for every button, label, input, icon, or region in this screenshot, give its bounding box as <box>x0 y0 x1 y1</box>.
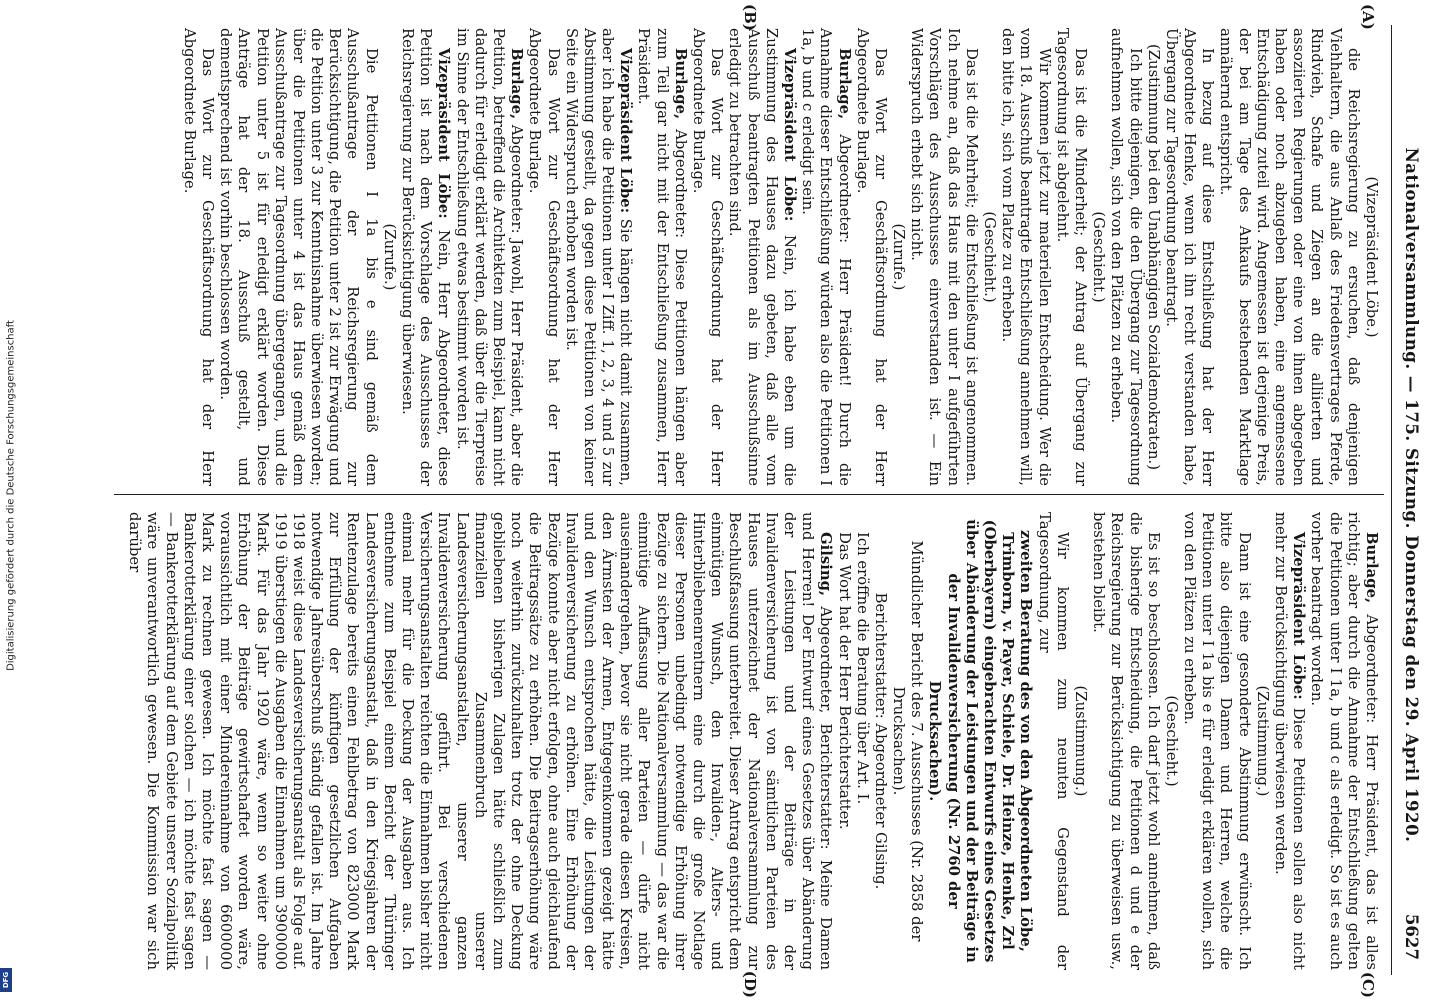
speech-text: Abgeordneter: Diese Petitionen hängen aber zum Teil gar nicht mit der Entschließung zusammen, Herr Präsident. <box>635 28 689 486</box>
speech-text: Abgeordneter: Herr Präsident, das ist alles richtig; aber durch die Annahme der Entschließung gelten die Petitionen unter I 1a, b und c als erledigt. So ist es auch vorher beantragt worden. <box>1308 512 1380 970</box>
scanned-page-area <box>90 0 1430 1000</box>
right-text-column <box>125 512 1380 970</box>
margin-marker-b: (B) <box>741 4 759 31</box>
speaker-name: Burlage, <box>1363 532 1380 604</box>
dfg-logo <box>0 968 12 992</box>
stage-direction: Berichterstatter: Abgeordneter Gilsing. <box>871 592 889 890</box>
left-text-column <box>180 28 1380 486</box>
rotated-newspaper-sheet <box>90 0 1430 1000</box>
speaker-continuation: (Vizepräsident Löbe.) <box>1363 176 1380 338</box>
header-rule <box>1391 25 1392 975</box>
text-paragraph: Das Wort zur Geschäftsordnung hat der Herr Abgeordnete Burlage. <box>853 28 889 486</box>
digitization-footer <box>1 0 17 1000</box>
speaker-name: Vizepräsident Löbe: <box>435 48 453 219</box>
text-paragraph: Das ist die Mehrheit; die Entschließung ist angenommen. Ich nehme an, daß das Haus mit den unter I aufgeführten Vorschlägen des Ausschusses einverstanden ist. — Ein Widerspruch erhebt sich nicht. <box>908 28 980 486</box>
speaker-name: Burlage, <box>835 48 853 120</box>
stage-direction: (Zurufe.) <box>890 223 908 291</box>
margin-marker-c: (C) <box>1359 971 1377 998</box>
speech-paragraph <box>452 28 525 486</box>
speech-paragraph <box>1307 512 1380 970</box>
speech-paragraph <box>398 28 453 486</box>
stage-direction: (Geschieht.) <box>1162 695 1180 787</box>
speech-paragraph <box>1271 512 1307 970</box>
header-title: Nationalversammlung. — 175. Sitzung. Donnerstag den 29. April 1920. <box>1402 147 1422 843</box>
speech-text: Abgeordneter, Berichterstatter: Meine Damen und Herren! Der Entwurf eines Gesetzes über Abänderung der Leistungen und der Beiträge in der Invalidenversicherung ist von sämtlichen Parteien des Hauses unterzeichnet der Nationalversammlung zur Beschlußfassung unterbreitet. Dieser Antrag entspricht dem einmütigen Wunsch, den Invaliden-, Alters- und Hinterbliebenenrentnern eine durch die große Notlage dieser Personen unbedingt notwendige Erhöhung ihrer Bezüge zu sichern. Die Nationalversammlung — das war die einmütige Auffassung aller Parteien — dürfe nicht auseinandergehen, bevor sie nicht gerade diesen Kreisen, den Ärmsten der Armen, Entgegenkommen gezeigt hätte und den Wunsch entsprochen hätte, die Leistungen der Invalidenversicherung zu erhöhen. Eine Erhöhung der Bezüge konnte aber nicht erfolgen, ohne auch gleichlaufend die Beitragssätze zu erhöhen. Die Beitragserhöhung wäre noch weiterhin zurückzuhalten trotz der ohne Deckung gebliebenen bisherigen Zulagen hätte schließlich zum finanziellen Zusammenbruch unserer Landesversicherungsanstalten, unserer ganzen Invalidenversicherung geführt. Bei verschiedenen Versicherungsanstalten reichten die Einnahmen bisher nicht einmal mehr für die Deckung der Ausgaben aus. Ich entnehme zum Beispiel einem Bericht der Thüringer Landesversicherungsanstalt, daß in den Kriegsjahren der Rentenzulage bereits einen Fehlbetrag von 823000 Mark zur Erfüllung der künftigen gesetzlichen Aufgaben notwendige Jahresüberschuß ständig gefallen ist. Im Jahre 1918 weist diese Landesversicherungsanstalt als Folge auf. 1919 überstiegen die Ausgaben die Einnahmen um 3900000 Mark. Für das Jahr 1920 wäre, wenn so weiter ohne Erhöhung der Beiträge gewirtschaftet worden wäre, voraussichtlich mit einer Mindereinnahme von 6600000 Mark zu rechnen gewesen. Ich möchte fast sagen — Bankerotterklärung einer solchen — ich möchte fast sagen — Bankerotterklärung auf dem Gebiete unserer Sozialpolitik wäre unverantwortlich gewesen. Die Kommission war sich darüber <box>126 512 835 970</box>
page-header <box>1392 30 1422 960</box>
speech-paragraph <box>125 512 834 970</box>
speech-paragraph <box>725 28 798 486</box>
speech-text: Abgeordneter: Jawohl, Herr Präsident, aber die Petition, betreffend die Architekten zum Beispiel, kann nicht dadurch für erledigt erklärt werden, daß über die Tierpreise im Sinne der Entschließung etwas bestimmt worden ist. <box>453 28 526 486</box>
text-paragraph: Das Wort hat der Herr Berichterstatter. <box>835 532 853 830</box>
stage-direction: (Zurufe.) <box>380 223 398 291</box>
speech-paragraph <box>562 28 635 486</box>
text-paragraph: Das ist die Minderheit; der Antrag auf Übergang zur Tagesordnung ist abgelehnt. <box>1053 28 1089 486</box>
margin-marker-d: (D) <box>741 970 759 998</box>
margin-marker-a: (A) <box>1359 4 1377 30</box>
text-paragraph: Das Wort zur Geschäftsordnung hat der Herr Abgeordnete Burlage. <box>180 28 216 486</box>
dfg-logo-text: DFG <box>2 971 10 989</box>
text-paragraph: Es ist so beschlossen. Ich darf jetzt wohl annehmen, daß die bisherige Entscheidung, die Petitionen d und e der Reichsregierung zur Berücksichtigung zu überweisen usw., bestehen bleibt. <box>1090 512 1162 970</box>
text-paragraph: Das Wort zur Geschäftsordnung hat der Herr Abgeordnete Burlage. <box>526 28 562 486</box>
column-divider <box>114 494 1384 495</box>
speaker-name: Gilsing, <box>817 532 835 597</box>
stage-direction: (Zustimmung bei den Unabhängigen Sozialdemokraten.) <box>1144 44 1162 470</box>
page-number: 5627 <box>1402 913 1422 960</box>
speech-text: Nein, Herr Abgeordneter, diese Petition ist nach dem Vorschlage des Ausschusses der Reichsregierung zur Berücksichtigung überwiesen. <box>399 28 453 486</box>
agenda-item-title: zweiten Beratung des von den Abgeordneten Löbe, Trimborn, v. Payer, Schiele, Dr. Heinze, Henke, Zrl (Oberbayern) eingebrachten Entwurfs eines Gesetzes über Abänderung der Leistungen und der Beiträge in der Invalidenversicherung (Nr. 2760 der Drucksachen). <box>926 519 1035 963</box>
speaker-name: Burlage, <box>671 48 689 120</box>
text-paragraph: Wir kommen zum neunten Gegenstand der Tagesordnung, zur <box>1035 512 1071 970</box>
text-paragraph: Wir kommen jetzt zur materiellen Entscheidung. Wer die vom 18. Ausschuß beantragte Entschließung annehmen will, den bitte ich, sich vom Platze zu erheben. <box>999 28 1053 486</box>
speech-text: Sie hängen nicht damit zusammen, aber ich habe die Petitionen unter I Ziff. 1, 2, 3, 4 und 5 zur Abstimmung gestellt, da gegen diese Petitionen von keiner Seite ein Widerspruch erhoben worden ist. <box>562 28 635 486</box>
speech-paragraph <box>798 28 853 486</box>
text-paragraph: Dann ist eine gesonderte Abstimmung erwünscht. Ich bitte also diejenigen Damen und Herren, welche die Petitionen unter I 1a bis e für erledigt erklären wollen, sich von den Plätzen zu erheben. <box>1181 512 1253 970</box>
stage-direction: (Zustimmung.) <box>1072 685 1089 797</box>
speech-text: Diese Petitionen sollen also nicht mehr zur Berücksichtigung überwiesen werden. <box>1272 512 1308 970</box>
text-paragraph: In bezug auf diese Entschließung hat der Herr Abgeordnete Henke, wenn ich ihn recht verstanden habe, Übergang zur Tagesordnung beantragt. <box>1162 28 1217 486</box>
footer-credit: Digitalisierung gefördert durch die Deutsche Forschungsgemeinschaft <box>5 320 17 671</box>
speaker-name: Vizepräsident Löbe: <box>617 48 635 214</box>
text-paragraph: Das Wort zur Geschäftsordnung hat der Herr Abgeordnete Burlage. <box>690 28 726 486</box>
stage-direction: (Geschieht.) <box>1090 211 1108 303</box>
text-paragraph: die Reichsregierung zu ersuchen, daß denjenigen Viehhaltern, die aus Anlaß des Friedensvertrages Pferde, Rindvieh, Schafe und Ziegen an die alliierten und assoziierten Regierungen oder eine von ihnen abgegeben haben oder noch abzugeben haben, eine angemessene Entschädigung zuteil wird. Angemessen ist derjenige Preis, der bei am Tage des Ankaufs bestehenden Marktlage annähernd entspricht. <box>1217 28 1362 486</box>
text-paragraph: Ich bitte diejenigen, die den Übergang zur Tagesordnung aufnehmen wollen, sich von den Plätzen zu erheben. <box>1108 28 1144 486</box>
stage-direction: Mündlicher Bericht des 7. Ausschusses (Nr. 2858 der Drucksachen). <box>890 540 926 942</box>
stage-direction: (Geschieht.) <box>981 211 999 303</box>
text-paragraph: Die Petitionen I 1a bis e sind gemäß dem Ausschußantrage der Reichsregierung zur Berücksichtigung, die Petition unter 2 ist zur Erwägung und die Petition unter 3 zur Kenntnisnahme überwiesen worden; über die Petitionen unter 4 ist das Haus gemäß dem Ausschußantrage zur Tagesordnung übergegangen, und die Petition unter 5 ist für erledigt erklärt worden. Diese Anträge hat der 18. Ausschuß gestellt, und dementsprechend ist vorhin beschlossen worden. <box>217 28 380 486</box>
stage-direction: (Zustimmung.) <box>1253 685 1271 797</box>
speech-text: Nein, ich habe eben um die Zustimmung des Hauses dazu gebeten, daß alle vom Ausschuß beantragten Petitionen als im Ausschußsinne erledigt zu betrachten sind. <box>726 28 798 486</box>
speech-paragraph <box>634 28 689 486</box>
speaker-name: Vizepräsident Löbe: <box>781 48 798 222</box>
speaker-name: Vizepräsident Löbe: <box>1290 532 1308 700</box>
speaker-name: Burlage, <box>508 48 526 120</box>
speech-text: Abgeordneter: Herr Präsident! Durch die Annahme dieser Entschließung würden also die Petitionen I 1a, b und c erledigt sein. <box>799 28 853 486</box>
text-paragraph: Ich eröffne die Beratung über Art. I. <box>853 532 871 805</box>
